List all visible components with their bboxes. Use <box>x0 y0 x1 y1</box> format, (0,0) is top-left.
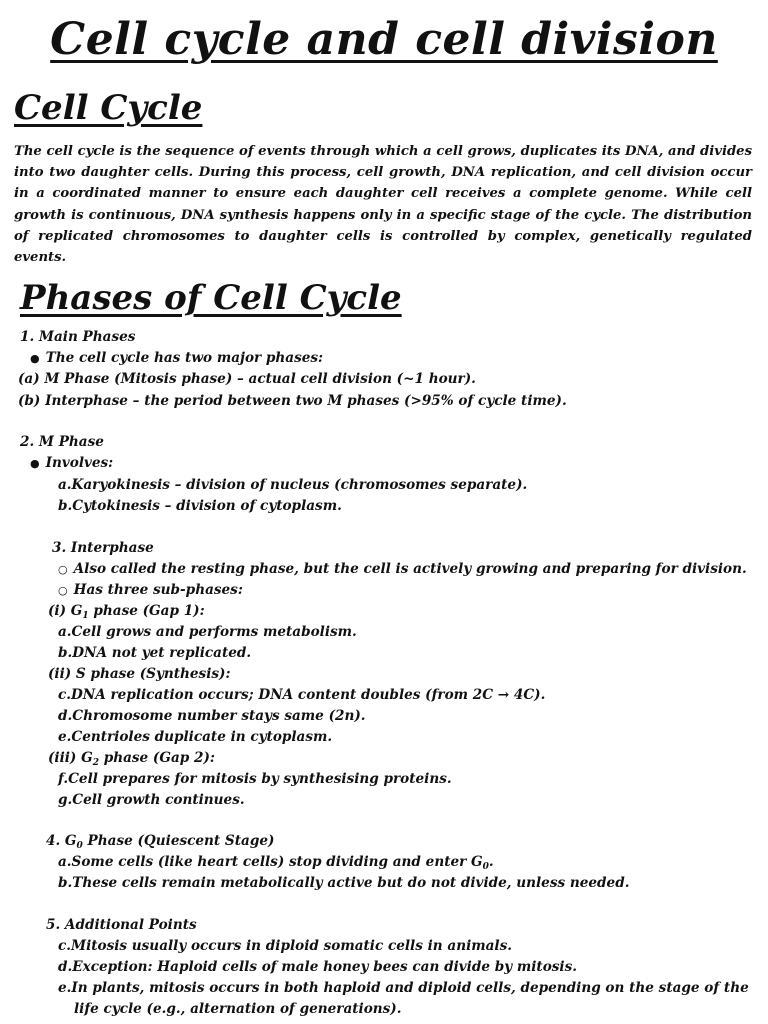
section-heading-phases: Phases of Cell Cycle <box>20 278 402 318</box>
list-item-continuation: life cycle (e.g., alternation of generations). <box>74 1001 402 1017</box>
circle-bullet-icon: ○ <box>58 584 68 597</box>
list-item: d.Exception: Haploid cells of male honey bees can divide by mitosis. <box>58 959 577 975</box>
list-item: ○ Also called the resting phase, but the cell is actively growing and preparing for division. <box>58 561 747 577</box>
g2-phase-label: (iii) $G_2$ phase (Gap 2): <box>48 750 215 768</box>
list-item: e.In plants, mitosis occurs in both haploid and diploid cells, depending on the stage of the <box>58 980 749 996</box>
list-item: c.DNA replication occurs; DNA content doubles (from 2C → 4C). <box>58 687 546 703</box>
bullet-icon: ● <box>30 457 40 470</box>
list-item: ● The cell cycle has two major phases: <box>30 350 324 366</box>
m-phase-definition: (a) M Phase (Mitosis phase) – actual cell division (~1 hour). <box>18 371 476 387</box>
s-phase-label: (ii) S phase (Synthesis): <box>48 666 231 682</box>
additional-points-label: 5. Additional Points <box>46 917 197 933</box>
list-item: b.Cytokinesis – division of cytoplasm. <box>58 498 342 514</box>
interphase-definition: (b) Interphase – the period between two M phases (>95% of cycle time). <box>18 393 567 409</box>
g1-phase-label: (i) $G_1$ phase (Gap 1): <box>48 603 205 621</box>
list-item: a.Karyokinesis – division of nucleus (chromosomes separate). <box>58 477 528 493</box>
list-item: a.Cell grows and performs metabolism. <box>58 624 357 640</box>
list-item: ○ Has three sub-phases: <box>58 582 243 598</box>
section-heading-cell-cycle: Cell Cycle <box>14 88 203 128</box>
list-item: c.Mitosis usually occurs in diploid somatic cells in animals. <box>58 938 512 954</box>
list-item: d.Chromosome number stays same (2n). <box>58 708 366 724</box>
circle-bullet-icon: ○ <box>58 563 68 576</box>
list-item: f.Cell prepares for mitosis by synthesising proteins. <box>58 771 452 787</box>
list-item: g.Cell growth continues. <box>58 792 245 808</box>
interphase-label: 3. Interphase <box>52 540 154 556</box>
list-item: b.These cells remain metabolically active but do not divide, unless needed. <box>58 875 630 891</box>
bullet-icon: ● <box>30 352 40 365</box>
cell-cycle-paragraph: The cell cycle is the sequence of events through which a cell grows, duplicates its DNA, and divides into two daughter cells. During this process, cell growth, DNA replication, and cell division occur in a coordinated manner to ensure each daughter cell receives a complete genome. While cell growth is continuous, DNA synthesis happens only in a specific stage of the cycle. The distribution of replicated chromosomes to daughter cells is controlled by complex, genetically regulated events. <box>14 144 752 266</box>
g0-phase-label: 4. $G_0$ Phase (Quiescent Stage) <box>46 833 275 851</box>
list-item: e.Centrioles duplicate in cytoplasm. <box>58 729 333 745</box>
m-phase-label: 2. M Phase <box>20 434 104 450</box>
page-title: Cell cycle and cell division <box>50 14 718 65</box>
list-item: a.Some cells (like heart cells) stop dividing and enter $G_0$. <box>58 854 494 872</box>
list-item: b.DNA not yet replicated. <box>58 645 252 661</box>
main-phases-label: 1. Main Phases <box>20 329 136 345</box>
list-item: ● Involves: <box>30 455 114 471</box>
